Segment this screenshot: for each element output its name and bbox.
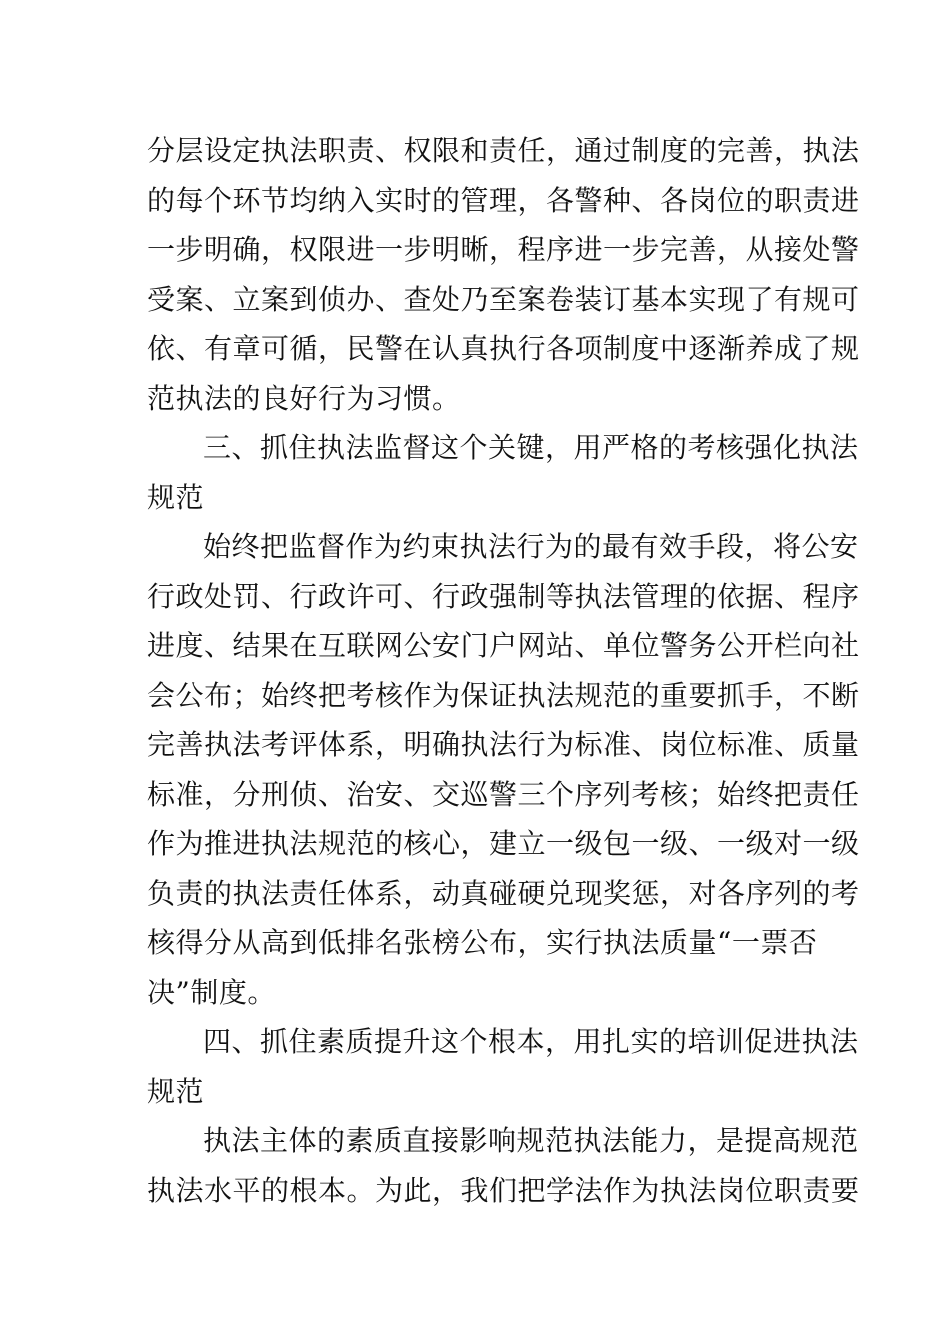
text-line: 受案、立案到侦办、查处乃至案卷装订基本实现了有规可 xyxy=(147,282,860,316)
text-line: 作为推进执法规范的核心，建立一级包一级、一级对一级 xyxy=(147,827,860,860)
text-line: 进度、结果在互联网公安门户网站、单位警务公开栏向社 xyxy=(147,629,860,662)
text-line: 会公布；始终把考核作为保证执法规范的重要抓手，不断 xyxy=(147,678,860,712)
text-line: 核得分从高到低排名张榜公布，实行执法质量“一票否 xyxy=(147,926,818,959)
section-heading-4: 四、抓住素质提升这个根本，用扎实的培训促进执法 xyxy=(203,1025,859,1058)
text-line: 负责的执法责任体系，动真碰硬兑现奖惩，对各序列的考 xyxy=(147,876,860,910)
text-line: 标准，分刑侦、治安、交巡警三个序列考核；始终把责任 xyxy=(147,777,860,811)
text-line: 依、有章可循，民警在认真执行各项制度中逐渐养成了规 xyxy=(147,332,860,365)
text-line: 分层设定执法职责、权限和责任，通过制度的完善，执法 xyxy=(147,134,860,167)
section-heading-3: 三、抓住执法监督这个关键，用严格的考核强化执法 xyxy=(203,431,859,464)
text-line: 行政处罚、行政许可、行政强制等执法管理的依据、程序 xyxy=(147,579,860,613)
text-line: 始终把监督作为约束执法行为的最有效手段，将公安 xyxy=(203,530,859,563)
text-line: 完善执法考评体系，明确执法行为标准、岗位标准、质量 xyxy=(147,728,860,761)
text-line: 执法主体的素质直接影响规范执法能力，是提高规范 xyxy=(203,1124,859,1157)
text-line: 决”制度。 xyxy=(147,975,276,1009)
text-line: 执法水平的根本。为此，我们把学法作为执法岗位职责要 xyxy=(147,1173,860,1207)
text-line: 一步明确，权限进一步明晰，程序进一步完善，从接处警 xyxy=(147,233,860,266)
document-body xyxy=(147,126,860,1215)
text-line: 范执法的良好行为习惯。 xyxy=(147,381,461,415)
text-line: 的每个环节均纳入实时的管理，各警种、各岗位的职责进 xyxy=(147,183,860,217)
section-heading-3-cont: 规范 xyxy=(147,480,205,514)
section-heading-4-cont: 规范 xyxy=(147,1074,205,1108)
